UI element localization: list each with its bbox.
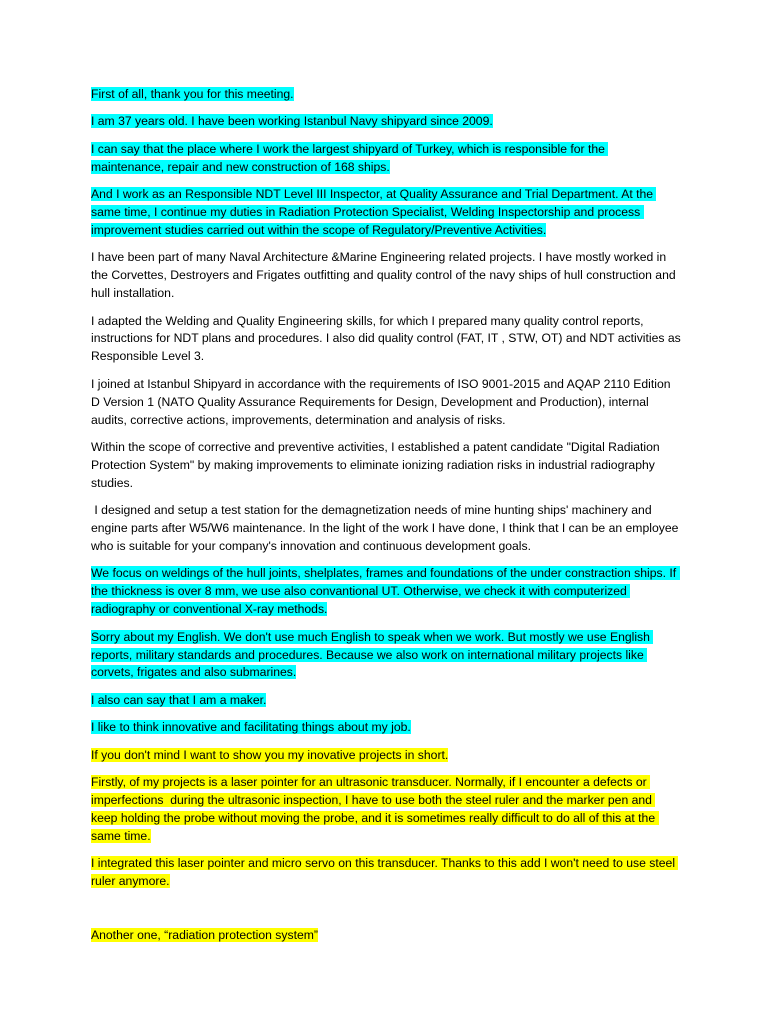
paragraph-text: I integrated this laser pointer and micro servo on this transducer. Thanks to this add I won't need to use steel ruler anymore. xyxy=(91,856,679,889)
paragraph-text: I have been part of many Naval Architecture &Marine Engineering related projects. I have mostly worked in the Corvettes, Destroyers and Frigates outfitting and quality control of the navy ships of hull construction and hull installation. xyxy=(91,250,680,301)
paragraph-text: We focus on weldings of the hull joints, shelplates, frames and foundations of the under constraction ships. If the thickness is over 8 mm, we use also convantional UT. Otherwise, we check it with computerized radiography or conventional X-ray methods. xyxy=(91,566,680,617)
paragraph-text: I am 37 years old. I have been working Istanbul Navy shipyard since 2009. xyxy=(91,114,493,129)
paragraph-show-projects xyxy=(91,747,681,765)
paragraph-text: I can say that the place where I work the largest shipyard of Turkey, which is responsible for the maintenance, repair and new construction of 168 ships. xyxy=(91,141,609,174)
paragraph-laser-pointer xyxy=(91,774,681,846)
paragraph-role xyxy=(91,186,681,240)
document-page xyxy=(91,86,685,954)
paragraph-age xyxy=(91,113,681,131)
paragraph-text: I joined at Istanbul Shipyard in accordance with the requirements of ISO 9001-2015 and AQAP 2110 Edition D Version 1 (NATO Quality Assurance Requirements for Design, Development and Production), internal audits, corrective actions, improvements, determination and analysis of risks. xyxy=(91,376,674,427)
paragraph-text: Within the scope of corrective and preventive activities, I established a patent candidate "Digital Radiation Protection System" by making improvements to eliminate ionizing radiation risks in industrial radiography studies. xyxy=(91,440,664,490)
paragraph-innovative xyxy=(91,719,681,737)
paragraph-text: And I work as an Responsible NDT Level III Inspector, at Quality Assurance and Trial Department. At the same time, I continue my duties in Radiation Protection Specialist, Welding Inspectorship and process improvement studies carried out within the scope of Regulatory/Preventive Activities. xyxy=(91,187,657,237)
paragraph-radiation-system xyxy=(91,927,681,945)
paragraph-text: Firstly, of my projects is a laser pointer for an ultrasonic transducer. Normally, if I encounter a defects or imperfections during the ultrasonic inspection, I have to use both the steel ruler and the marker pen and keep holding the probe without moving the probe, and it is sometimes really difficult to do all of this at the same time. xyxy=(91,775,659,843)
paragraph-shipyard xyxy=(91,141,681,177)
paragraph-servo xyxy=(91,855,681,891)
paragraph-patent xyxy=(91,439,681,493)
paragraph-skills xyxy=(91,313,685,367)
paragraph-text: If you don't mind I want to show you my inovative projects in short. xyxy=(91,747,449,762)
paragraph-projects xyxy=(91,249,681,303)
paragraph-text: Sorry about my English. We don't use much English to speak when we work. But mostly we use English reports, military standards and procedures. Because we also work on international military projects like corvets, frigates and also submarines. xyxy=(91,629,654,680)
paragraph-english xyxy=(91,629,681,683)
paragraph-weldings xyxy=(91,565,681,619)
paragraph-text: I adapted the Welding and Quality Engineering skills, for which I prepared many quality control reports, instructions for NDT plans and procedures. I also did quality control (FAT, IT , STW, OT) and NDT activities as Responsible Level 3. xyxy=(91,313,685,364)
paragraph-maker xyxy=(91,692,681,710)
paragraph-test-station xyxy=(91,502,681,556)
paragraph-text: I also can say that I am a maker. xyxy=(91,692,267,707)
paragraph-greeting xyxy=(91,86,681,104)
paragraph-text: I designed and setup a test station for the demagnetization needs of mine hunting ships' machinery and engine parts after W5/W6 maintenance. In the light of the work I have done, I think that I can be an employee who is suitable for your company's innovation and continuous development goals. xyxy=(91,503,682,554)
paragraph-text: I like to think innovative and facilitating things about my job. xyxy=(91,720,411,735)
blank-line xyxy=(91,901,681,927)
paragraph-iso xyxy=(91,376,681,430)
paragraph-text: First of all, thank you for this meeting. xyxy=(91,87,294,101)
paragraph-text: Another one, “radiation protection system” xyxy=(91,927,318,942)
